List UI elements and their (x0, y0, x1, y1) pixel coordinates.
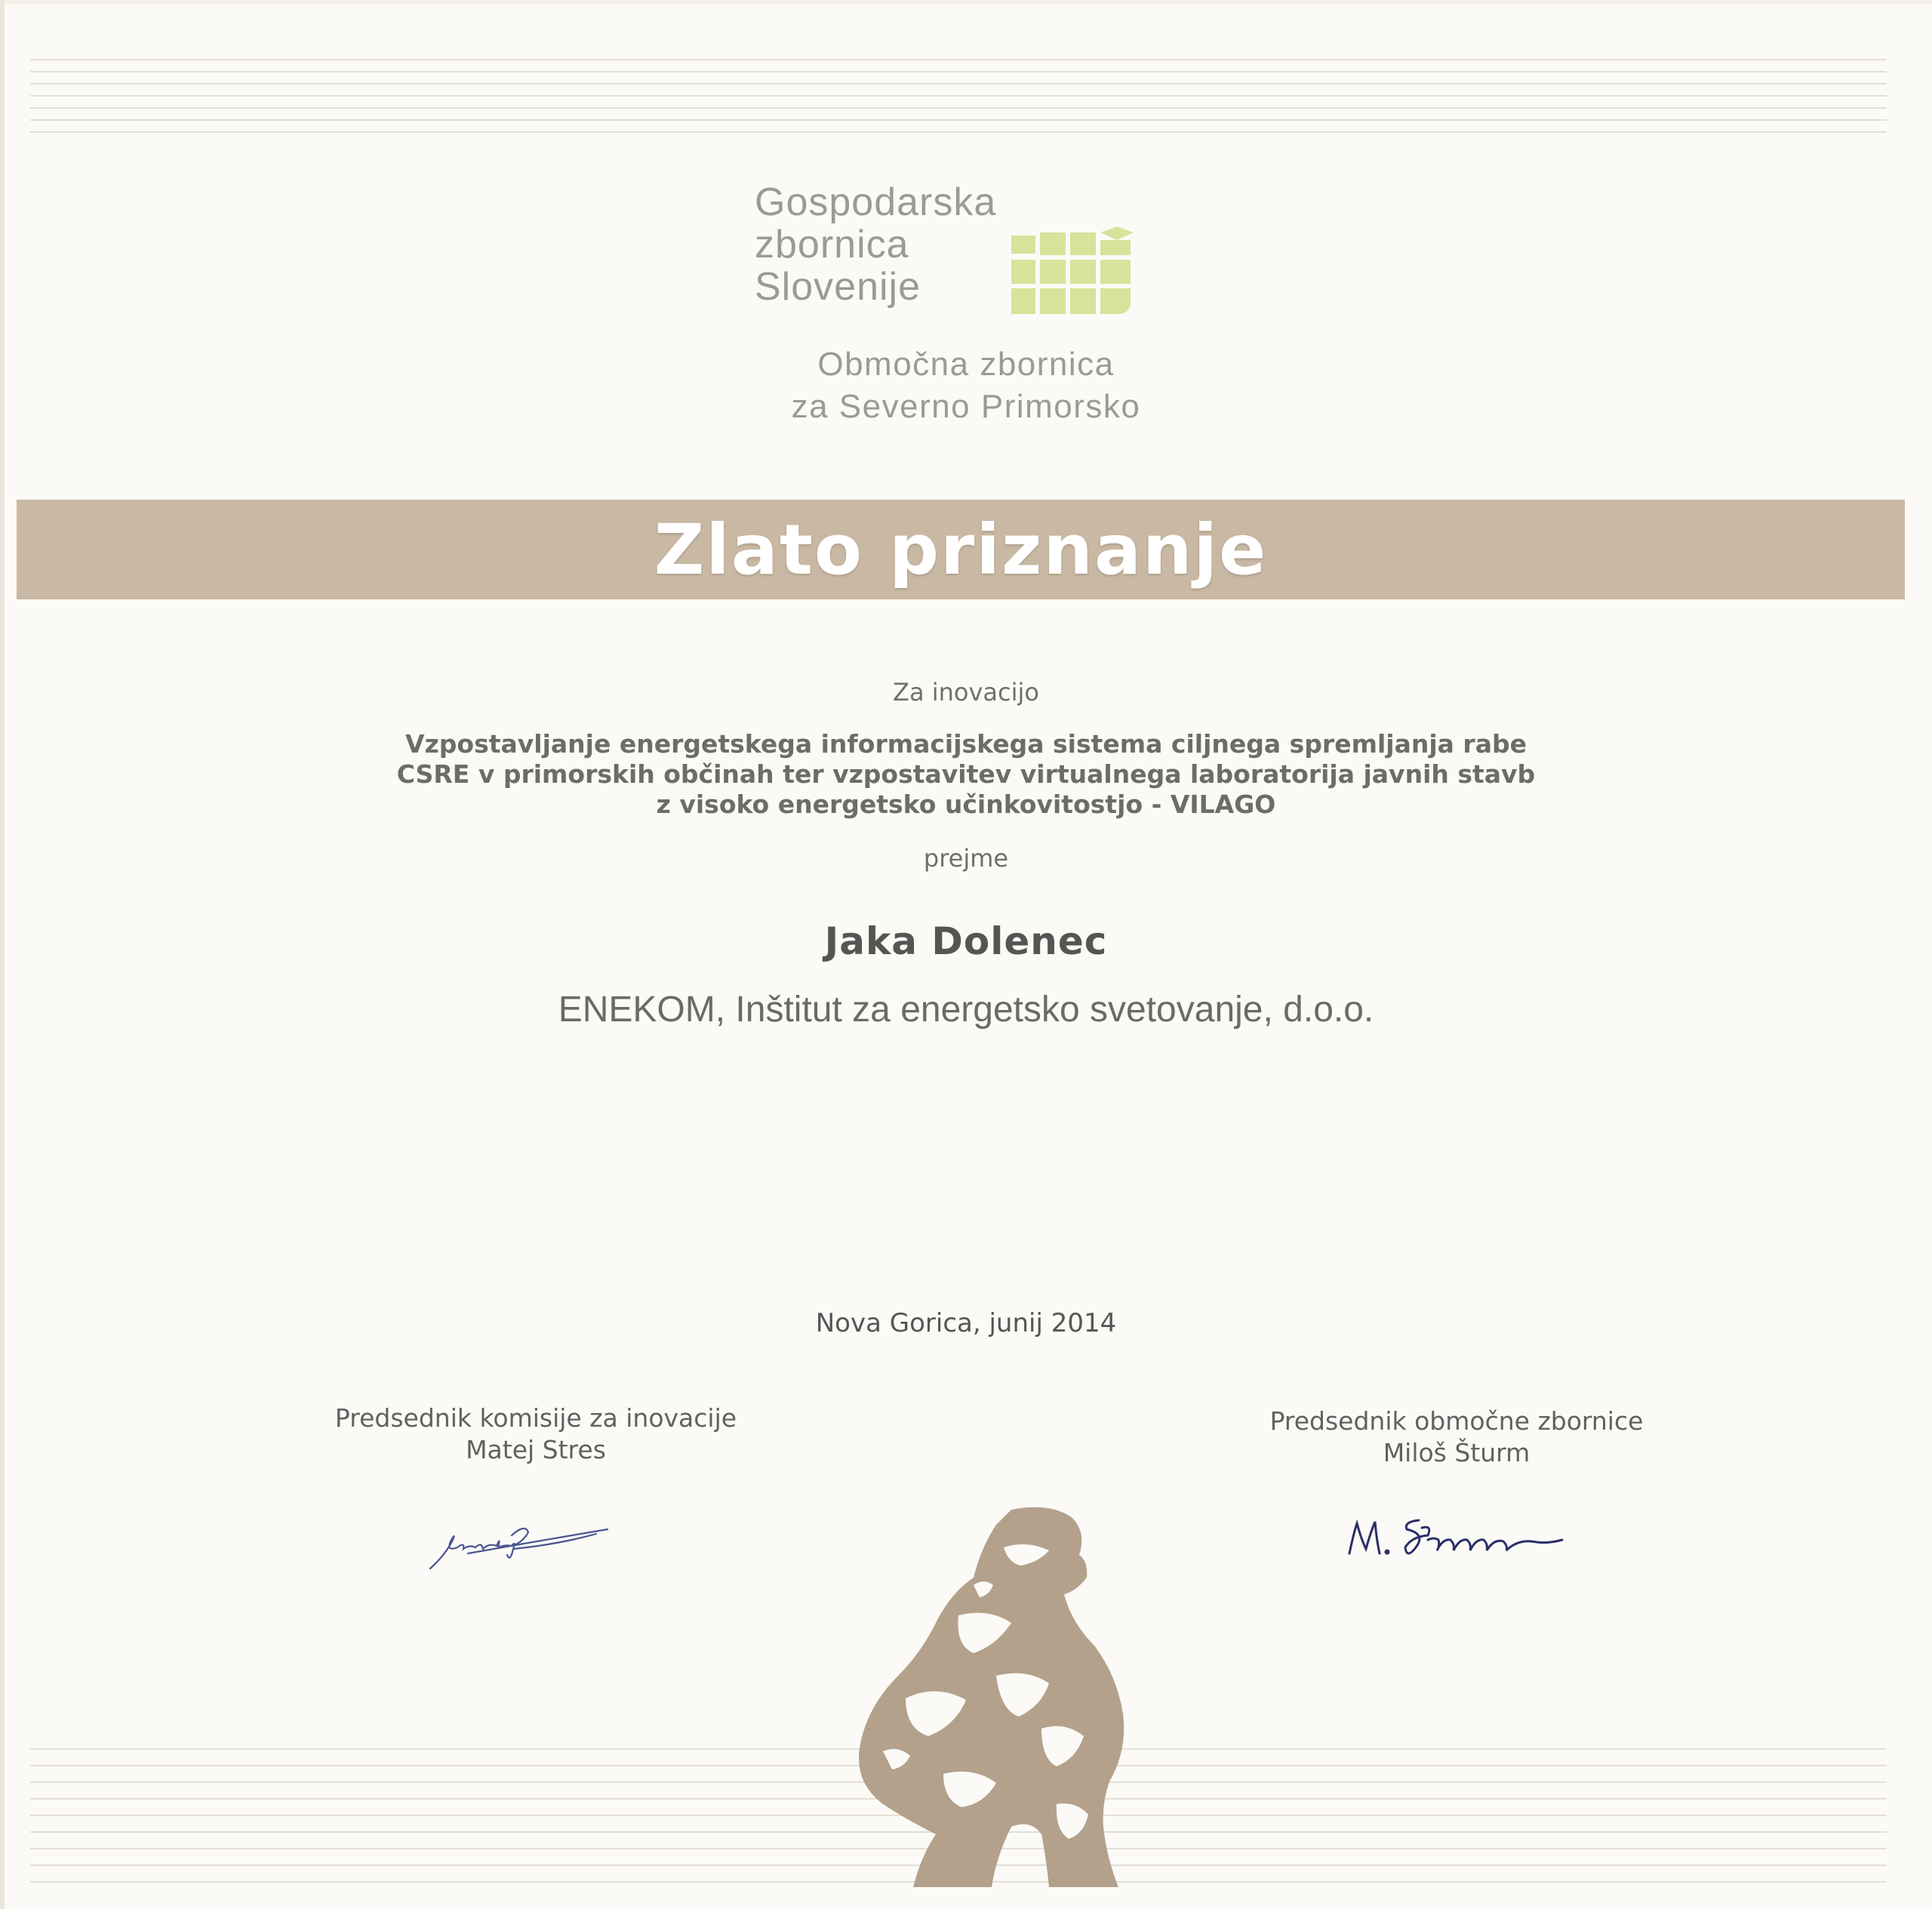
receives-label: prejme (923, 844, 1009, 873)
chamber-line-2: za Severno Primorsko (791, 388, 1141, 425)
thinker-statue-icon (823, 1502, 1170, 1895)
chamber-line-1: Območna zbornica (817, 346, 1115, 383)
logo-line-3: Slovenije (755, 265, 921, 309)
gzs-logo (755, 181, 1177, 332)
decorative-lines-top (0, 15, 1932, 143)
logo-line-1: Gospodarska (755, 180, 997, 224)
logo-line-2: zbornica (755, 223, 909, 266)
innovation-line-1: Vzpostavljanje energetskega informacijskega sistema ciljnega spremljanja rabe (405, 729, 1527, 759)
recipient-company: ENEKOM, Inštitut za energetsko svetovanje, d.o.o. (558, 990, 1374, 1030)
signatory-left (302, 1402, 770, 1466)
signatory-right-name: Miloš Šturm (1383, 1438, 1531, 1467)
innovation-line-2: CSRE v primorskih občinah ter vzpostavitev virtualnega laboratorija javnih stavb (396, 759, 1536, 789)
logo-wordmark (755, 181, 996, 308)
signature-right-icon (1343, 1510, 1570, 1563)
place-date: Nova Gorica, junij 2014 (815, 1308, 1117, 1338)
innovation-title (0, 729, 1932, 820)
title-banner (17, 500, 1905, 599)
signature-left-icon (423, 1502, 611, 1578)
award-title: Zlato priznanje (654, 509, 1268, 590)
innovation-line-3: z visoko energetsko učinkovitostjo - VILAGO (656, 790, 1276, 819)
signatory-left-role: Predsednik komisije za inovacije (334, 1403, 737, 1433)
signatory-right-role: Predsednik območne zbornice (1269, 1406, 1644, 1436)
regional-chamber-name (0, 343, 1932, 428)
signatory-right (1223, 1406, 1690, 1469)
logo-grid-icon (1004, 226, 1155, 325)
recipient-name: Jaka Dolenec (824, 919, 1108, 963)
award-intro: Za inovacijo (893, 678, 1039, 707)
signatory-left-name: Matej Stres (466, 1435, 606, 1464)
